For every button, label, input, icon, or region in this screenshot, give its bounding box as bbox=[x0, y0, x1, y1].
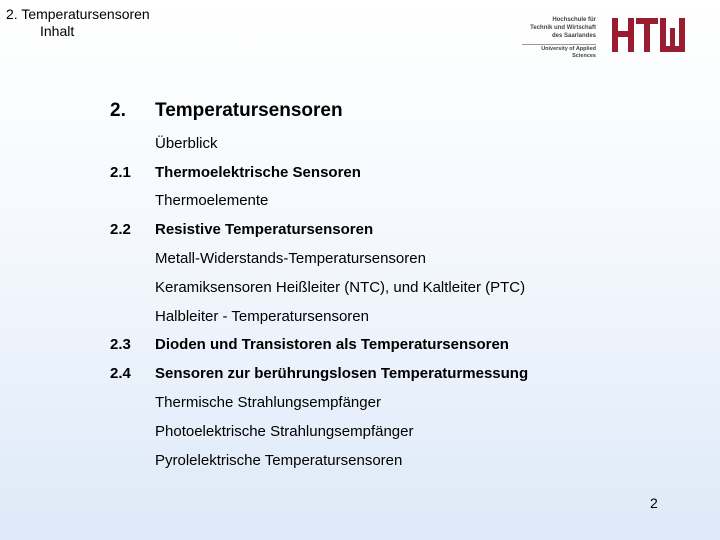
header-subtitle: Inhalt bbox=[40, 23, 75, 39]
toc-item: Keramiksensoren Heißleiter (NTC), und Kaltleiter (PTC) bbox=[155, 279, 526, 296]
section-title: Resistive Temperatursensoren bbox=[155, 221, 374, 238]
toc-item: Metall-Widerstands-Temperatursensoren bbox=[155, 250, 426, 267]
section-number: 2.3 bbox=[110, 336, 131, 353]
logo-institution: Hochschule für Technik und Wirtschaft des Saarlandes bbox=[530, 17, 596, 39]
htw-logo bbox=[522, 16, 692, 59]
toc-item: Überblick bbox=[155, 135, 218, 152]
htw-wordmark-icon bbox=[612, 18, 690, 52]
section-number: 2. bbox=[110, 100, 126, 121]
toc-item: Photoelektrische Strahlungsempfänger bbox=[155, 423, 414, 440]
logo-university-line: University of Applied Sciences bbox=[522, 44, 596, 60]
toc-item: Pyrolelektrische Temperatursensoren bbox=[155, 452, 403, 469]
page-number: 2 bbox=[650, 495, 658, 511]
section-title: Thermoelektrische Sensoren bbox=[155, 164, 361, 181]
section-title: Dioden und Transistoren als Temperatursensoren bbox=[155, 336, 509, 353]
slide-header bbox=[6, 6, 150, 40]
section-number: 2.2 bbox=[110, 221, 131, 238]
toc-item: Thermische Strahlungsempfänger bbox=[155, 394, 381, 411]
header-title: 2. Temperatursensoren bbox=[6, 6, 150, 22]
section-number: 2.1 bbox=[110, 164, 131, 181]
section-title: Temperatursensoren bbox=[155, 100, 343, 121]
section-number: 2.4 bbox=[110, 365, 131, 382]
toc-item: Thermoelemente bbox=[155, 192, 269, 209]
toc-item: Halbleiter - Temperatursensoren bbox=[155, 308, 369, 325]
section-title: Sensoren zur berührungslosen Temperaturmessung bbox=[155, 365, 529, 382]
